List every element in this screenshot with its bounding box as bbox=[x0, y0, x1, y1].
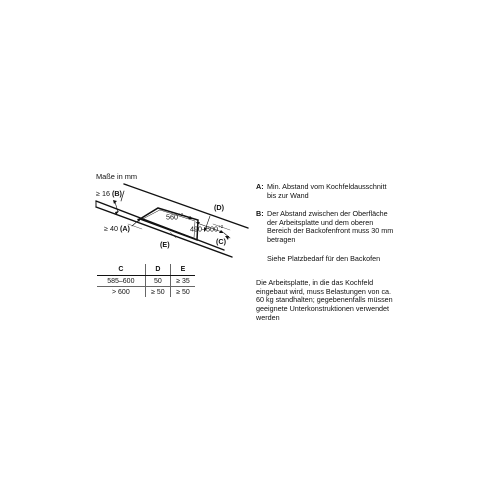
e-label: (E) bbox=[160, 240, 170, 249]
b-min-value: ≥ 16 bbox=[96, 189, 110, 198]
table-cell: 50 bbox=[145, 276, 170, 287]
table-row bbox=[97, 287, 195, 298]
dimension-table bbox=[97, 264, 195, 297]
note-b-key: B: bbox=[256, 209, 264, 219]
table-header-c: C bbox=[97, 264, 145, 276]
table-header-row bbox=[97, 264, 195, 276]
table-header-e: E bbox=[171, 264, 195, 276]
table-cell: ≥ 50 bbox=[145, 287, 170, 298]
note-oven-text: Siehe Platzbedarf für den Backofen bbox=[267, 253, 381, 263]
notes-panel bbox=[256, 183, 426, 322]
note-a-text: Min. Abstand vom Kochfeldausschnitt bis zur Wand bbox=[267, 182, 387, 200]
a-label bbox=[104, 225, 130, 232]
depth-label bbox=[166, 213, 183, 221]
table-cell: ≥ 35 bbox=[171, 276, 195, 287]
c-label: (C) bbox=[216, 237, 226, 246]
a-key: (A) bbox=[119, 224, 130, 233]
b-key: (B) bbox=[111, 189, 122, 198]
a-extension bbox=[128, 224, 142, 229]
note-load: Die Arbeitsplatte, in die das Kochfeld eingebaut wird, muss Belastungen von ca. 60 kg standhalten; gegebenenfalls müssen geeignete Unterkonstruktionen verwendet werden bbox=[256, 278, 393, 322]
table-cell: 585–600 bbox=[97, 276, 145, 287]
e-dimension-line bbox=[173, 235, 185, 240]
note-oven bbox=[256, 255, 426, 264]
width-label bbox=[190, 225, 223, 233]
depth-value: 560 bbox=[166, 212, 178, 222]
b-label bbox=[96, 190, 122, 197]
worktop-back-edge bbox=[124, 184, 248, 228]
a-min-value: ≥ 40 bbox=[104, 224, 118, 233]
note-b-text: Der Abstand zwischen der Oberfläche der Arbeitsplatte und dem oberen Bereich der Backofenfront muss 30 mm betragen bbox=[267, 209, 394, 244]
table-header-d: D bbox=[145, 264, 170, 276]
table-cell: > 600 bbox=[97, 287, 145, 298]
note-b bbox=[256, 210, 426, 244]
depth-tolerance: +2 bbox=[178, 212, 184, 217]
d-label: (D) bbox=[214, 203, 224, 212]
table-row bbox=[97, 276, 195, 287]
table-cell: ≥ 50 bbox=[176, 288, 190, 296]
b-dimension-line bbox=[115, 202, 118, 212]
diagram-caption: Maße in mm bbox=[96, 172, 138, 181]
note-a bbox=[256, 183, 426, 200]
note-a-key: A: bbox=[256, 182, 264, 191]
width-value: 490–500 bbox=[190, 224, 218, 234]
width-tolerance: +2 bbox=[217, 224, 224, 229]
b-arrow-top bbox=[113, 200, 117, 204]
